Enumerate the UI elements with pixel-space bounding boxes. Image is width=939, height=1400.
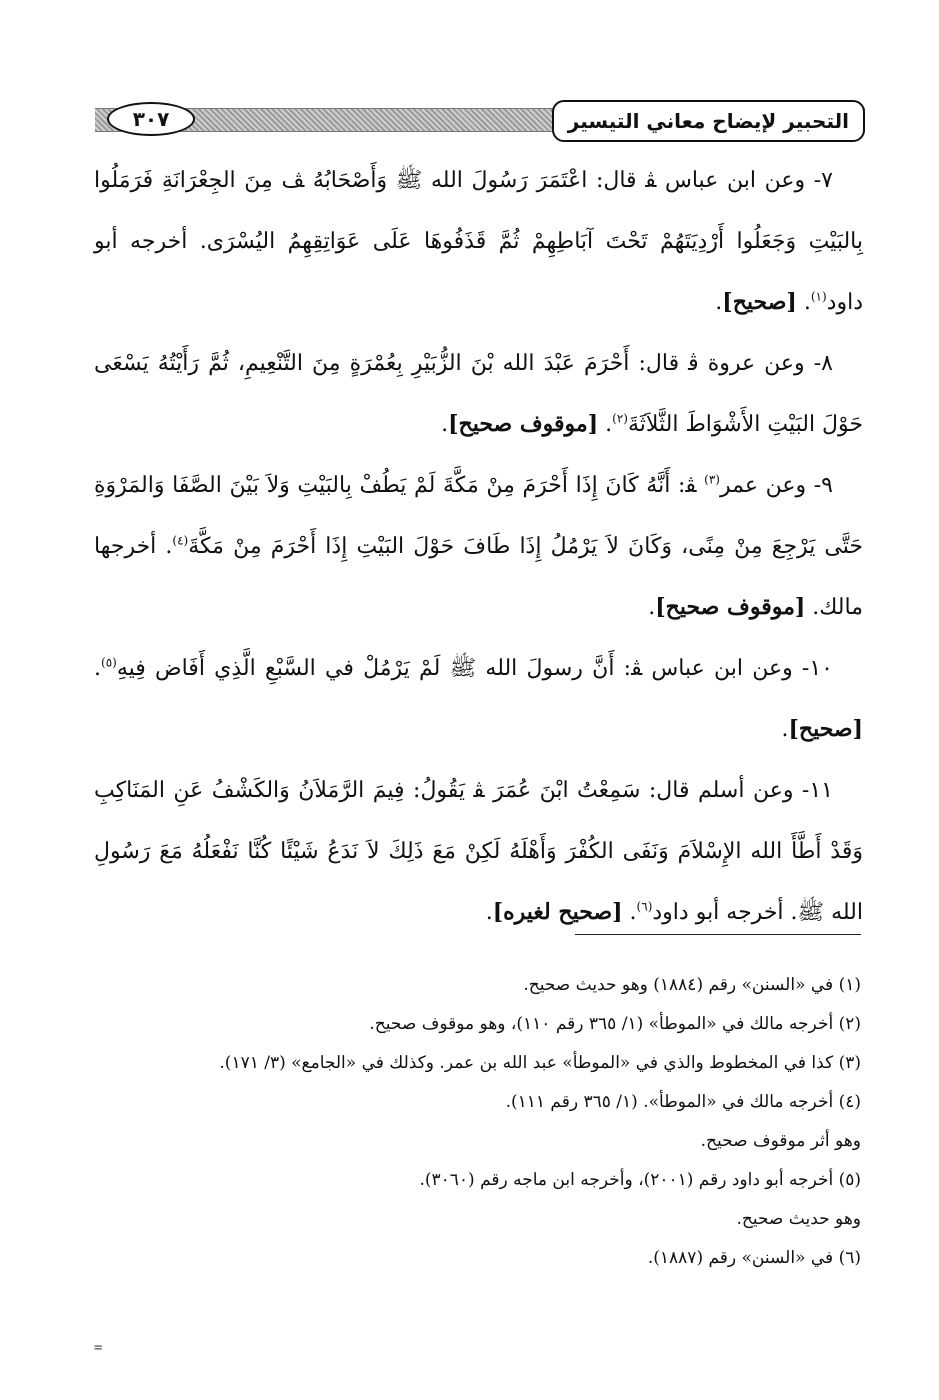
- grade-label: [صحيح لغيره]: [492, 899, 623, 925]
- text-joiner: . أخرجها مالك.: [94, 534, 863, 620]
- footnote-5-note: وهو حديث صحيح.: [736, 1209, 861, 1229]
- footnote-3: (٣) كذا في المخطوط والذي في «الموطأ» عبد الله بن عمر. وكذلك في «الجامع» (٣/ ١٧١).: [219, 1053, 861, 1073]
- hadith-10: [94, 638, 863, 760]
- footnote-ref: (٥): [101, 655, 117, 670]
- text-joiner: .: [796, 290, 811, 315]
- footnote-ref: (١): [810, 289, 827, 304]
- corner-mark: =: [94, 1340, 103, 1356]
- footnote-ref: (٢): [612, 411, 628, 426]
- page-number: ٣٠٧: [107, 102, 195, 136]
- footnote-4-note: وهو أثر موقوف صحيح.: [700, 1131, 861, 1151]
- footnote-ref: (٤): [172, 533, 189, 548]
- hadith-7: [94, 150, 863, 333]
- hadith-11: [94, 760, 863, 943]
- grade-label: [موقوف صحيح]: [655, 594, 806, 620]
- text-end: .: [441, 412, 449, 437]
- text-end: .: [485, 900, 493, 925]
- text-end: .: [781, 717, 789, 742]
- text-joiner: .: [622, 900, 637, 925]
- hadith-text: ١٠- وعن ابن عباس ﭭ: أَنَّ رسولَ الله ﷺ لَمْ يَرْمُلْ في السَّبْعِ الَّذِي أَفَاض فِيهِ: [116, 656, 833, 681]
- footnote-6: (٦) في «السنن» رقم (١٨٨٧).: [647, 1248, 861, 1268]
- text-joiner: .: [94, 656, 101, 681]
- text-end: .: [715, 290, 723, 315]
- grade-label: [صحيح]: [788, 716, 863, 742]
- grade-label: [موقوف صحيح]: [448, 411, 599, 437]
- main-text: [94, 150, 863, 943]
- footnote-2: (٢) أخرجه مالك في «الموطأ» (١/ ٣٦٥ رقم ١١٠)، وهو موقوف صحيح.: [369, 1014, 861, 1034]
- footnotes: [100, 966, 861, 1278]
- hadith-9: [94, 455, 863, 638]
- footnote-5: (٥) أخرجه أبو داود رقم (٢٠٠١)، وأخرجه ابن ماجه رقم (٣٠٦٠).: [419, 1170, 861, 1190]
- grade-label: [صحيح]: [722, 289, 797, 315]
- hadith-text: ١١- وعن أسلم قال: سَمِعْتُ ابْنَ عُمَرَ ﭭ يَقُولُ: فِيمَ الرَّمَلاَنُ وَالكَشْفُ عَنِ المَنَاكِبِ وَقَدْ أَطَّأَ الله الإِسْلاَمَ وَنَفَى الكُفْرَ وَأَهْلَهُ لَكِنْ مَعَ ذَلِكَ لاَ نَدَعُ شَيْئًا كُنَّا نَفْعَلُهُ مَعَ رَسُولِ الله ﷺ. أخرجه أبو داود: [94, 778, 863, 925]
- hadith-text-cont: ﭭ: أَنَّهُ كَانَ إِذَا أَحْرَمَ مِنْ مَكَّةَ لَمْ يَطُفْ بِالبَيْتِ وَلاَ بَيْنَ الصَّفَا وَالمَرْوَةِ حَتَّى يَرْجِعَ مِنْ مِنًى، وَكَانَ لاَ يَرْمُلُ إِذَا طَافَ حَوْلَ البَيْتِ إِذَا أَحْرَمَ مِنْ مَكَّةَ: [94, 473, 864, 559]
- hadith-text: ٨- وعن عروة ﭬ قال: أَحْرَمَ عَبْدَ الله بْنَ الزُّبَيْرِ بِعُمْرَةٍ مِنَ التَّنْعِيمِ، ثُمَّ رَأَيْتُهُ يَسْعَى حَوْلَ البَيْتِ الأَشْوَاطَ الثَّلاَثَةَ: [94, 351, 863, 437]
- footnote-separator: [575, 934, 861, 935]
- footnote-ref: (٦): [636, 899, 653, 914]
- footnote-1: (١) في «السنن» رقم (١٨٨٤) وهو حديث صحيح.: [523, 975, 861, 995]
- page-header: [95, 100, 865, 144]
- hadith-text: ٧- وعن ابن عباس ﭭ قال: اعْتَمَرَ رَسُولَ الله ﷺ وَأَصْحَابُهُ ﭫ مِنَ الجِعْرَانَةِ فَرَمَلُوا بِالبَيْتِ وَجَعَلُوا أَرْدِيَتَهُمْ تَحْتَ آبَاطِهِمْ ثُمَّ قَذَفُوهَا عَلَى عَوَاتِقِهِمُ اليُسْرَى. أخرجه أبو داود: [94, 168, 863, 315]
- book-title: التحبير لإيضاح معاني التيسير: [552, 100, 865, 142]
- text-end: .: [648, 595, 656, 620]
- footnote-ref: (٣): [704, 472, 720, 487]
- hadith-text: ٩- وعن عمر: [719, 473, 833, 498]
- hadith-8: [94, 333, 863, 455]
- text-joiner: .: [598, 412, 613, 437]
- footnote-4: (٤) أخرجه مالك في «الموطأ». (١/ ٣٦٥ رقم ١١١).: [505, 1092, 861, 1112]
